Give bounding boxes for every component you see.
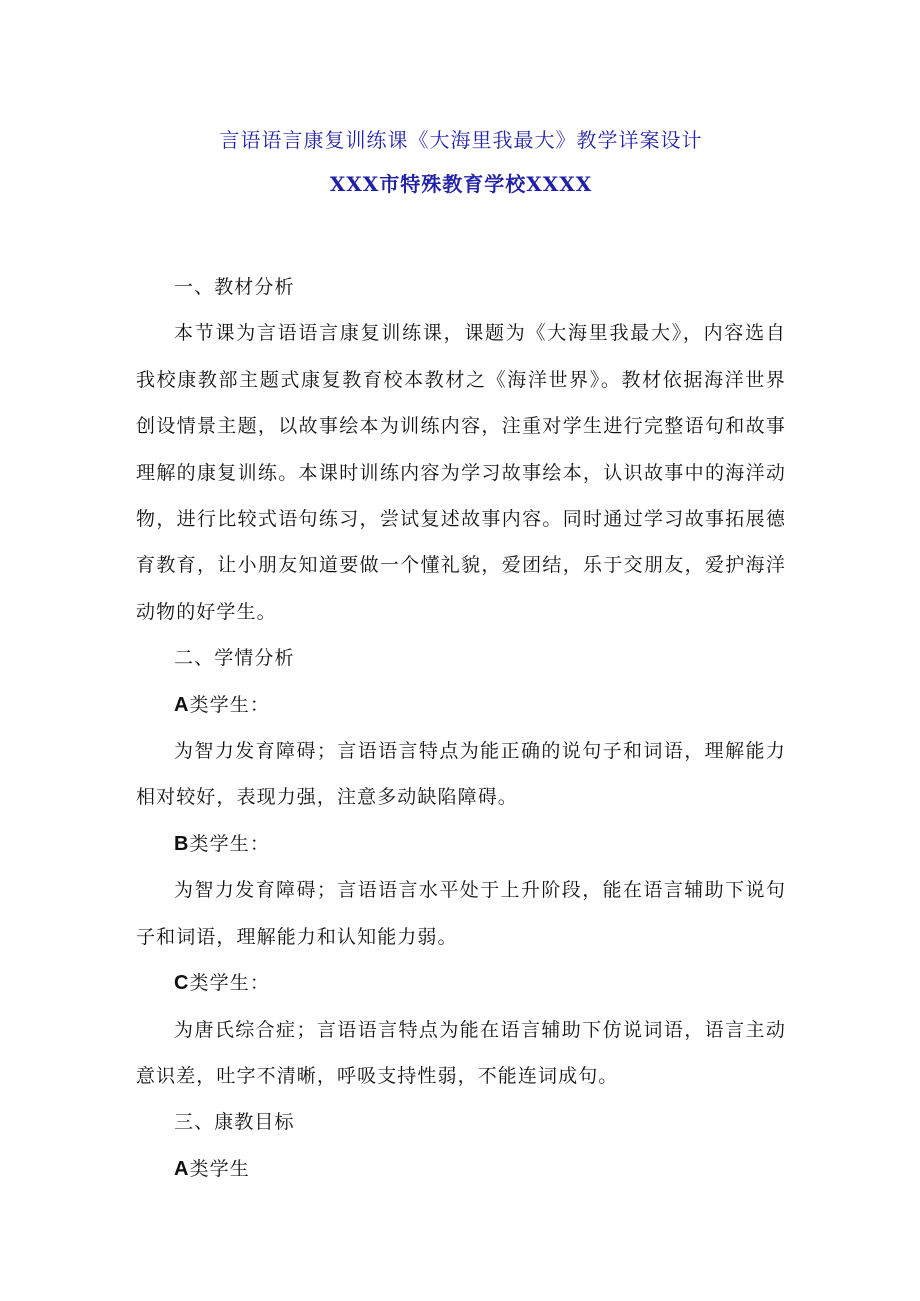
group-b-letter: B [174,832,190,855]
objectives-group-a-label [136,1146,786,1192]
group-c-letter: C [174,972,190,995]
paragraph-group-a: 为智力发育障碍；言语语言特点为能正确的说句子和词语，理解能力相对较好，表现力强，注意多动缺陷障碍。 [136,740,786,809]
group-a-label-text: 类学生： [189,693,270,716]
document-title: 言语语言康复训练课《大海里我最大》教学详案设计 [219,128,703,152]
section-heading-textbook-analysis: 一、教材分析 [174,276,295,298]
paragraph-group-b: 为智力发育障碍；言语语言水平处于上升阶段，能在语言辅助下说句子和词语，理解能力和认知能力弱。 [136,879,786,948]
group-c-label [136,960,786,1006]
paragraph-group-c: 为唐氏综合症；言语语言特点为能在语言辅助下仿说词语，语言主动意识差，吐字不清晰，呼吸支持性弱，不能连词成句。 [136,1018,786,1087]
document-body [136,264,786,1192]
group-c-label-text: 类学生： [189,972,270,995]
group-b-label [136,821,786,867]
section-heading-student-analysis: 二、学情分析 [174,647,295,670]
group-b-label-text: 类学生： [189,832,270,855]
objectives-group-a-label-text: 类学生 [189,1157,250,1180]
group-a-letter: A [174,693,190,716]
document-subtitle: XXX市特殊教育学校XXXX [329,172,593,196]
paragraph-textbook-analysis: 本节课为言语语言康复训练课，课题为《大海里我最大》，内容选自我校康教部主题式康复教育校本教材之《海洋世界》。教材依据海洋世界创设情景主题，以故事绘本为训练内容，注重对学生进行完整语句和故事理解的康复训练。本课时训练内容为学习故事绘本，认识故事中的海洋动物，进行比较式语句练习，尝试复述故事内容。同时通过学习故事拓展德育教育，让小朋友知道要做一个懂礼貌，爱团结，乐于交朋友，爱护海洋动物的好学生。 [136,322,786,623]
section-heading-objectives: 三、康教目标 [174,1111,295,1134]
objectives-group-a-letter: A [174,1157,190,1180]
group-a-label [136,682,786,728]
